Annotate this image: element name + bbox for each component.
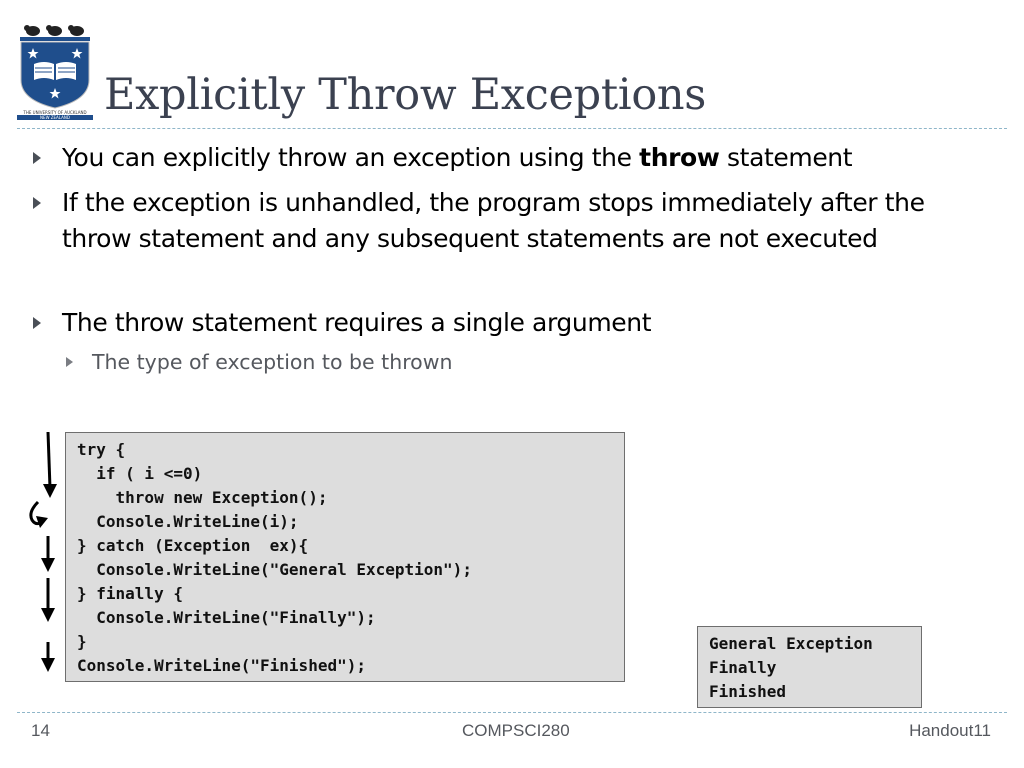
output-line: Finally xyxy=(709,658,777,677)
code-line: } xyxy=(77,632,87,651)
flow-arrow-finished-icon xyxy=(41,642,55,672)
bullet-3: The throw statement requires a single argument xyxy=(62,308,652,337)
code-line: Console.WriteLine("General Exception"); xyxy=(77,560,472,579)
code-block xyxy=(65,432,625,682)
bullet-1-text-end: statement xyxy=(719,143,853,172)
output-line: General Exception xyxy=(709,634,873,653)
sub-bullet-arrow-icon xyxy=(66,357,73,367)
output-line: Finished xyxy=(709,682,787,701)
code-line: Console.WriteLine("Finished"); xyxy=(77,656,366,675)
title-divider xyxy=(17,128,1007,129)
code-line: throw new Exception(); xyxy=(77,488,328,507)
flow-arrow-catch-icon xyxy=(41,536,55,572)
bullet-arrow-icon xyxy=(33,152,41,164)
footer-course: COMPSCI280 xyxy=(462,721,570,740)
university-logo xyxy=(17,22,93,120)
footer-handout: Handout11 xyxy=(909,721,991,740)
output-block xyxy=(697,626,922,708)
slide-title: Explicitly Throw Exceptions xyxy=(104,70,707,120)
code-line: } catch (Exception ex){ xyxy=(77,536,309,555)
code-line: if ( i <=0) xyxy=(77,464,203,483)
execution-flow-arrows xyxy=(20,426,64,686)
sub-bullet-1: The type of exception to be thrown xyxy=(92,350,453,374)
university-crest-icon xyxy=(17,22,93,120)
footer-divider xyxy=(17,712,1007,713)
bullet-arrow-icon xyxy=(33,317,41,329)
code-line: Console.WriteLine(i); xyxy=(77,512,299,531)
bullet-2: If the exception is unhandled, the program stops immediately after the throw statement and any subsequent statements are not executed xyxy=(62,188,925,253)
code-line: Console.WriteLine("Finally"); xyxy=(77,608,376,627)
logo-caption: THE UNIVERSITY OF AUCKLAND xyxy=(23,110,87,115)
flow-arrow-down-icon xyxy=(43,432,57,498)
bullet-1-keyword: throw xyxy=(639,143,720,172)
code-line: try { xyxy=(77,440,126,459)
flow-arrow-finally-icon xyxy=(41,578,55,622)
bullet-1-text: You can explicitly throw an exception using the xyxy=(62,143,640,172)
logo-subcaption: NEW ZEALAND xyxy=(17,115,93,120)
bullet-arrow-icon xyxy=(33,197,41,209)
flow-arrow-jump-icon xyxy=(31,502,48,528)
code-line: } finally { xyxy=(77,584,183,603)
page-number: 14 xyxy=(31,721,50,740)
bullet-1 xyxy=(62,140,992,176)
